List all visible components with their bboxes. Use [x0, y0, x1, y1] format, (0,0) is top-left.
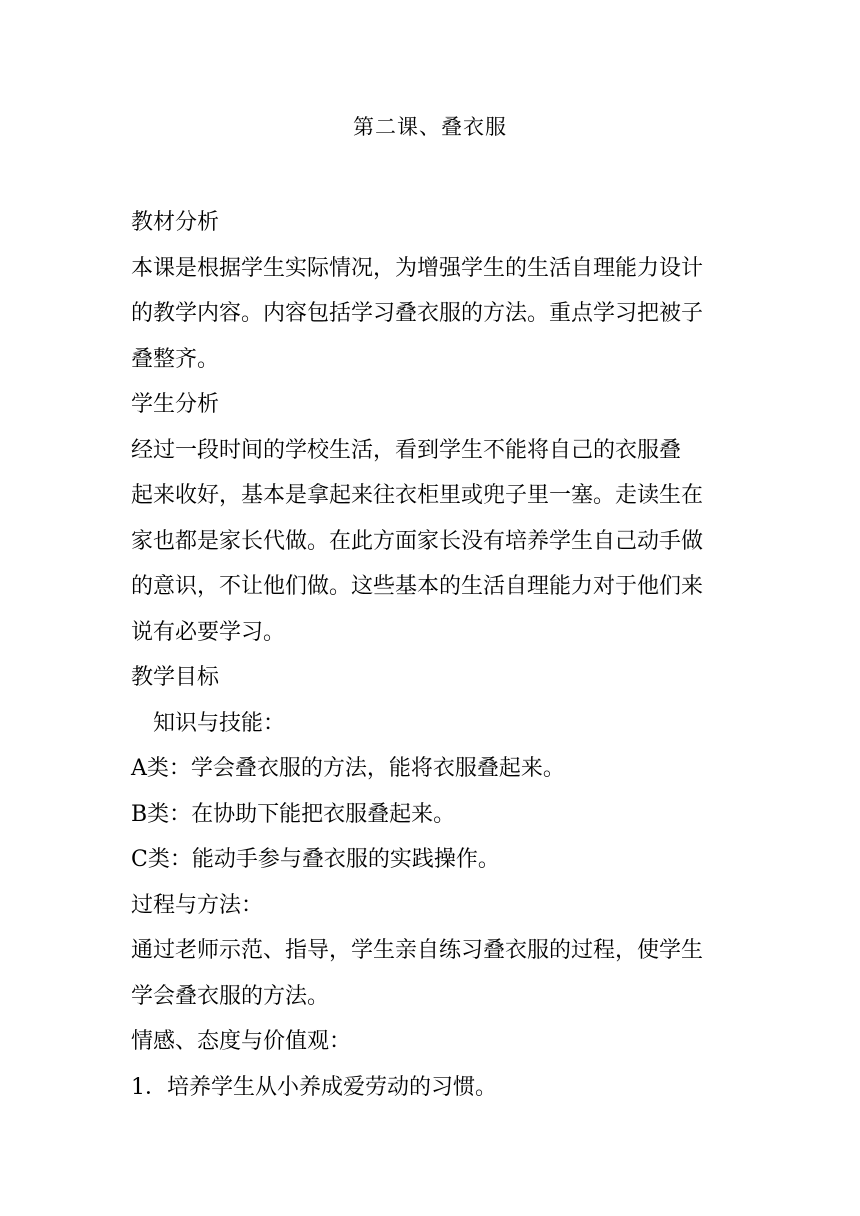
subheading-process-methods: 过程与方法： — [131, 892, 264, 918]
goal-item-a: A类：学会叠衣服的方法，能将衣服叠起来。 — [131, 756, 565, 781]
paragraph-line: 的教学内容。内容包括学习叠衣服的方法。重点学习把被子 — [131, 301, 704, 326]
document-body — [131, 200, 736, 1110]
paragraph-line: 学会叠衣服的方法。 — [131, 983, 330, 1009]
paragraph-line: 的意识，不让他们做。这些基本的生活自理能力对于他们来 — [131, 574, 704, 599]
paragraph-line: 家也都是家长代做。在此方面家长没有培养学生自己动手做 — [131, 528, 704, 554]
paragraph-line: 说有必要学习。 — [131, 619, 286, 645]
document-title: 第二课、叠衣服 — [353, 115, 507, 139]
subheading-knowledge-skills: 知识与技能： — [153, 710, 286, 736]
subheading-emotion-values: 情感、态度与价值观： — [131, 1029, 352, 1054]
paragraph-line: 通过老师示范、指导，学生亲自练习叠衣服的过程，使学生 — [131, 938, 704, 963]
paragraph-line: 叠整齐。 — [131, 346, 220, 372]
goal-item-c: C类：能动手参与叠衣服的实践操作。 — [131, 847, 500, 872]
goal-item-b: B类：在协助下能把衣服叠起来。 — [131, 801, 456, 827]
heading-student-analysis: 学生分析 — [131, 392, 220, 417]
paragraph-line: 起来收好，基本是拿起来往衣柜里或兜子里一塞。走读生在 — [131, 483, 704, 508]
heading-teaching-goals: 教学目标 — [131, 665, 220, 690]
paragraph-line: 经过一段时间的学校生活，看到学生不能将自己的衣服叠 — [131, 437, 682, 463]
numbered-item-1: 1．培养学生从小养成爱劳动的习惯。 — [131, 1074, 497, 1100]
heading-textbook-analysis: 教材分析 — [131, 210, 220, 235]
paragraph-line: 本课是根据学生实际情况，为增强学生的生活自理能力设计 — [131, 255, 704, 281]
